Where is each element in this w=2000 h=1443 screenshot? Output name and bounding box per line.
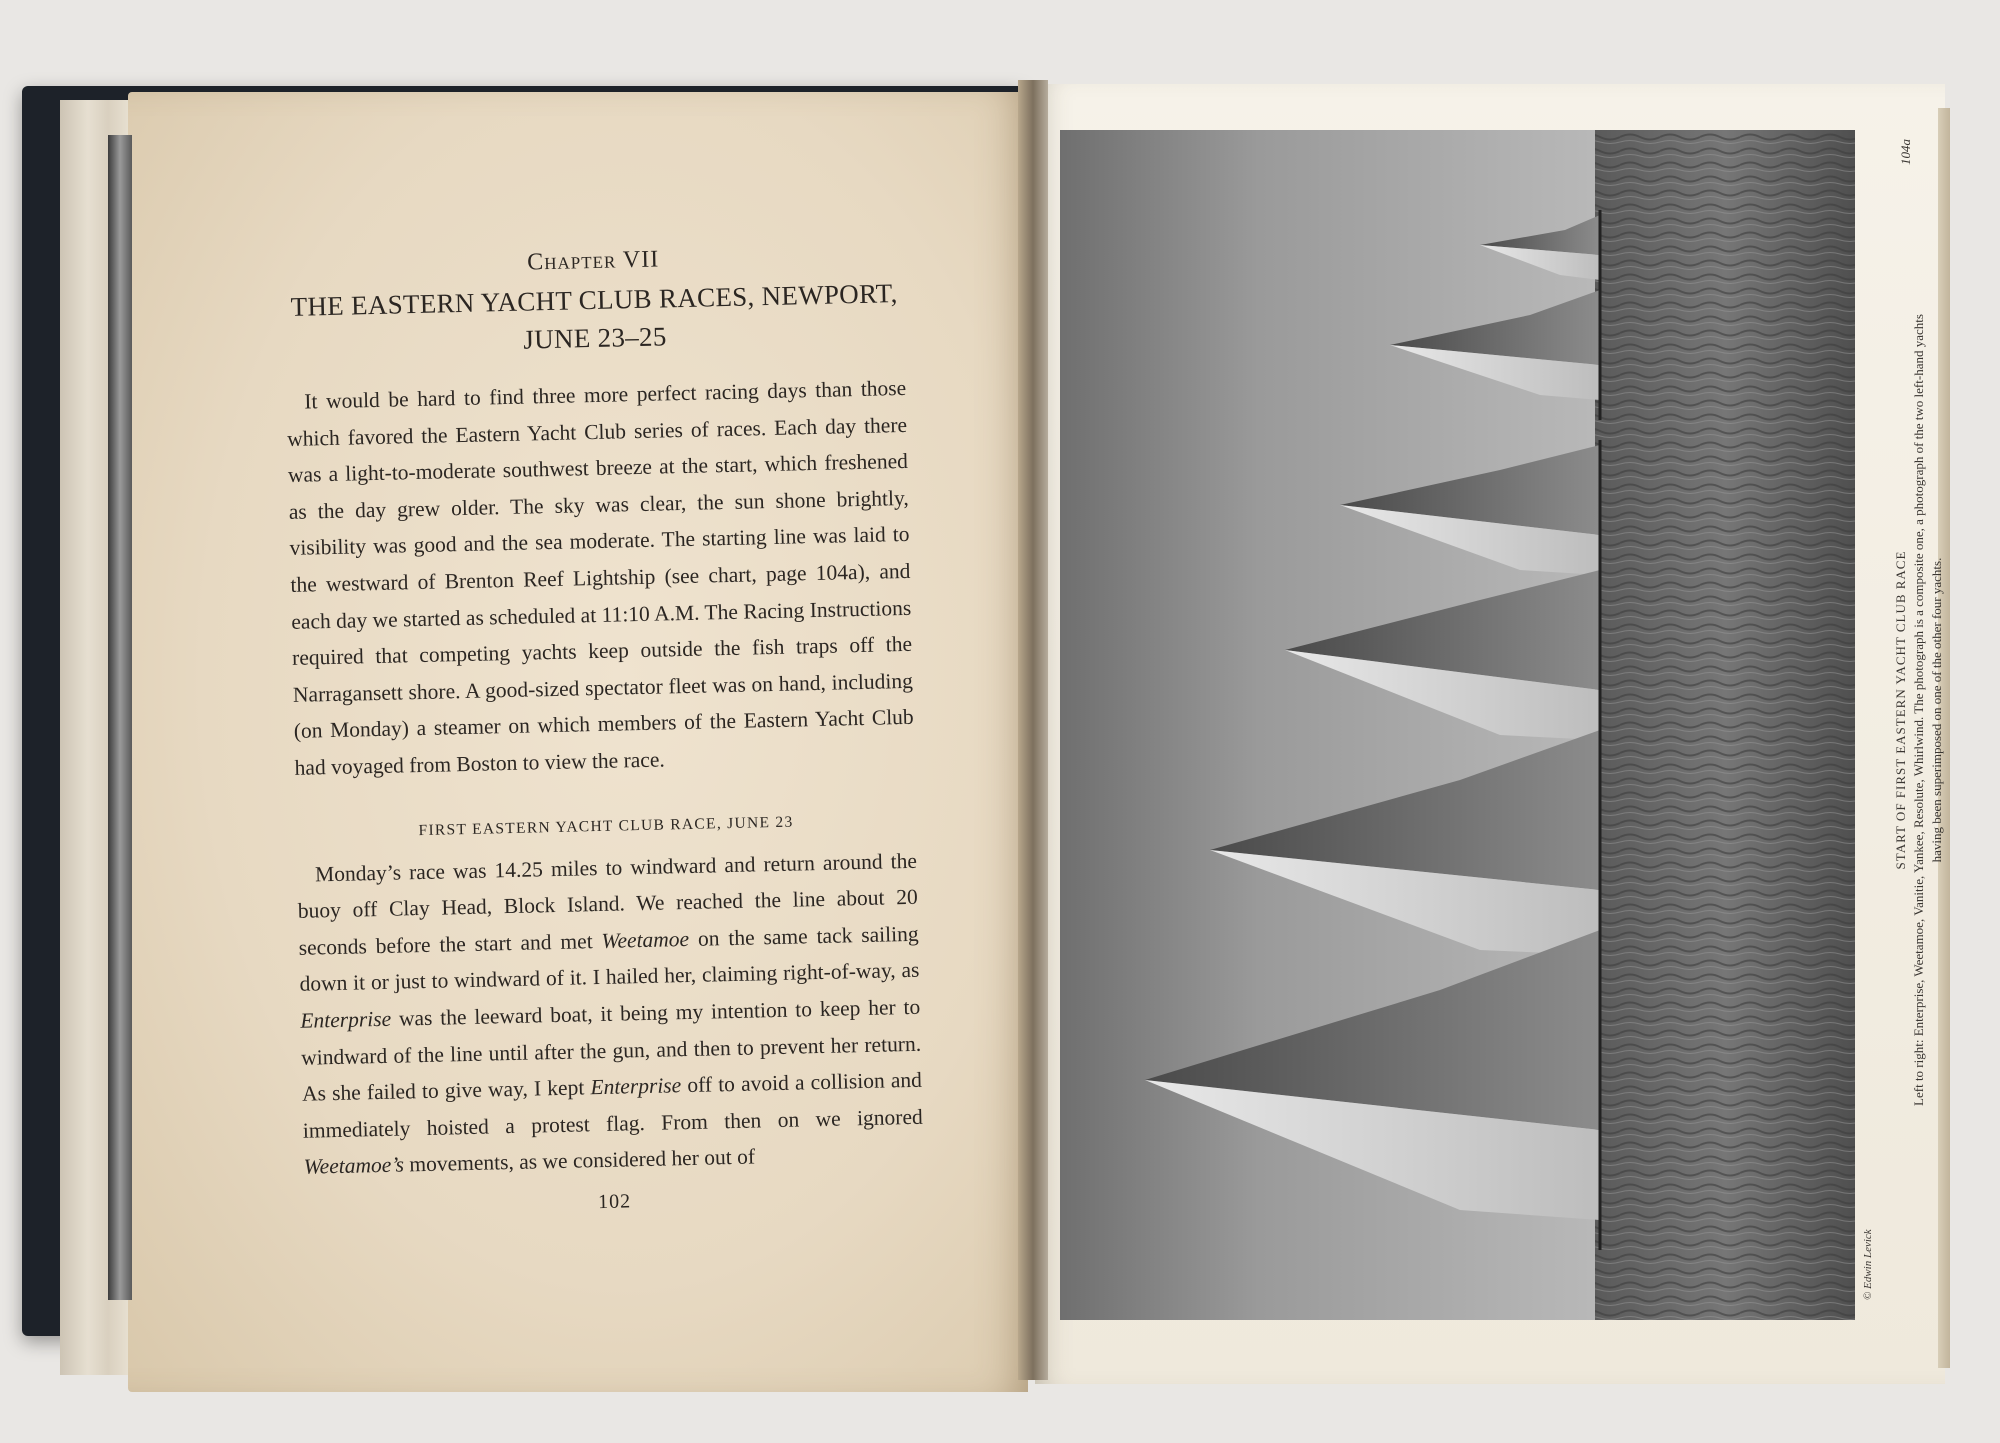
chapter-title [284, 274, 906, 364]
previous-plate-edge [108, 135, 132, 1300]
chapter-title-line1: THE EASTERN YACHT CLUB RACES, NEWPORT, [290, 278, 898, 322]
caption-line-2: having been superimposed on one of the other four yachts. [1929, 557, 1944, 863]
book-gutter [1018, 80, 1048, 1380]
p2-text-e: movements, as we considered her out of [403, 1144, 756, 1177]
paragraph-2 [297, 842, 924, 1185]
page-number-right: 104a [1898, 139, 1913, 165]
yacht-name-weetamoe: Weetamoe’s [303, 1152, 405, 1180]
yacht-name-enterprise: Enterprise [590, 1073, 682, 1100]
yacht-name-weetamoe: Weetamoe [601, 926, 690, 953]
p2-text-b: on the same tack sailing down it or just to windward of it. I hailed her, claiming right-of-way, as [299, 921, 920, 997]
caption-title: START OF FIRST EASTERN YACHT CLUB RACE [1893, 550, 1908, 870]
p2-text-d: off to avoid a collision and immediately hoisted a protest flag. From then on we ignored [302, 1067, 923, 1143]
chapter-label: Chapter VII [526, 246, 660, 276]
chapter-title-line2: JUNE 23–25 [523, 321, 667, 355]
photo-credit: © Edwin Levick [1862, 1229, 1874, 1300]
paragraph-1: It would be hard to find three more perfect racing days than those which favored the Eastern Yacht Club series of races. Each day there was a light-to-moderate southwest breeze at the start, which freshened as the day grew older. The sky was clear, the sun shone brightly, visibility was good and the sea moderate. The starting line was laid to the westward of Brenton Reef Lightship (see chart, page 104a), and each day we started as scheduled at 11:10 A.M. The Racing Instructions required that competing yachts keep outside the fish traps off the Narragansett shore. A good-sized spectator fleet was on hand, including (on Monday) a steamer on which members of the Eastern Yacht Club had voyaged from Boston to view the race. [286, 375, 914, 780]
photo-caption [1892, 120, 1946, 1300]
yacht-race-photo [1060, 130, 1855, 1320]
left-page-text [283, 241, 925, 1221]
caption-line-1: Left to right: Enterprise, Weetamoe, Vanitie, Yankee, Resolute, Whirlwind. The photograph is a composite one, a photograph of the two left-hand yachts [1911, 314, 1926, 1106]
p2-text-a: Monday’s race was 14.25 miles to windward and return around the buoy off Clay Head, Block Island. We reached the line about 20 seconds before the start and met [297, 848, 918, 960]
section-heading: FIRST EASTERN YACHT CLUB RACE, JUNE 23 [418, 813, 794, 839]
yacht-name-enterprise: Enterprise [300, 1006, 392, 1033]
p2-text-c: was the leeward boat, it being my intention to keep her to windward of the line until after the gun, and then to prevent her return. As she failed to give way, I kept [300, 994, 922, 1106]
page-number-left: 102 [597, 1190, 632, 1213]
